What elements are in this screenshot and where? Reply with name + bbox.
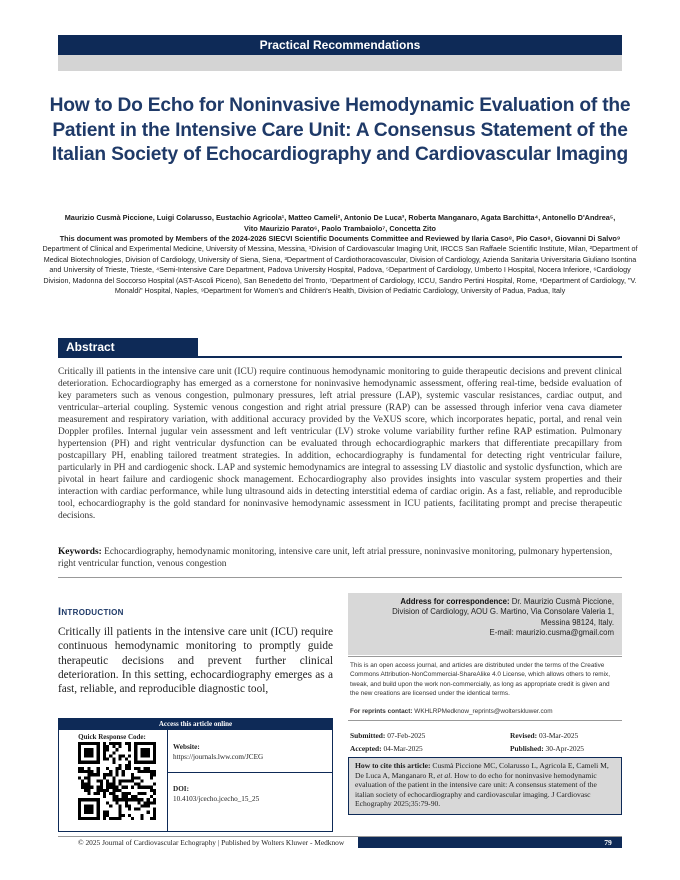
abstract-text: Critically ill patients in the intensive care unit (ICU) require continuous hemodynamic monitoring to guide therapeutic decisions and prevent clinical deterioration. Echocardiography has emerged as a cornerstone for noninvasive hemodynamic assessment, offering real-time, bedside evaluation of key parameters such as venous congestion, pulmonary pressures, left atrial pressure (LAP), systemic vascular resistances, cardiac output, and ventricular–arterial coupling. Systemic venous congestion and right atrial pressure (RAP) can be assessed through inferior vena cava diameter measurement and respiratory variation, with additional accuracy provided by the VeXUS score, which incorporates hepatic, portal, and renal vein Doppler profiles. Internal jugular vein assessment and left ventricular (LV) stroke volume variability further refine RAP estimation. Pulmonary hypertension (PH) and right ventricular dysfunction can be evaluated through echocardiographic markers that differentiate precapillary from postcapillary PH, enabling tailored treatment strategies. In addition, echocardiography is fundamental for detecting right ventricular failure, particularly in PH and cardiogenic shock. LAP and systemic hemodynamics are integral to assessing LV diastolic and systolic dysfunction, which are pivotal in heart failure and cardiogenic shock management. Echocardiography also provides insights into vascular system properties and their interaction with cardiac performance, while lung ultrasound aids in detecting interstitial edema of cardiac origin. As a fast, reliable, and reproducible tool, echocardiography is the gold standard for noninvasive hemodynamic assessment in ICU patients, facilitating prompt and precise therapeutic decisions. xyxy=(58,367,622,521)
citation-box xyxy=(348,757,622,815)
qr-code-image[interactable] xyxy=(78,742,156,820)
accepted-label: Accepted: xyxy=(350,744,382,753)
dates-block xyxy=(350,729,622,755)
citation-text-a: Cusmà Piccione MC, Colarusso L, Agricola E, Cameli M, De Luca A, Manganaro R, xyxy=(355,761,609,780)
abstract-rule xyxy=(58,356,622,358)
submitted-date: 07-Feb-2025 xyxy=(387,731,426,740)
reprints-line xyxy=(350,708,620,715)
accepted-date: 04-Mar-2025 xyxy=(383,744,423,753)
doi-block xyxy=(173,784,259,804)
introduction-heading: Introduction xyxy=(58,606,124,618)
access-divider-vertical xyxy=(167,730,168,832)
section-banner: Practical Recommendations xyxy=(58,35,622,55)
correspondence-email[interactable]: E-mail: maurizio.cusma@gmail.com xyxy=(489,628,614,638)
license-text: This is an open access journal, and articles are distributed under the terms of the Creative Commons Attribution-NonCommercial-ShareAlike 4.0 License, which allows others to remix, tweak, and build upon the work non-commercially, as long as appropriate credit is given and the new creations are licensed under the identical terms. xyxy=(350,662,610,698)
abstract-heading: Abstract xyxy=(58,338,198,357)
author-line-2: Vito Maurizio Parato⁶, Paolo Trambaiolo⁷, Concetta Zito xyxy=(244,223,436,233)
doi-label: DOI: xyxy=(173,785,189,793)
citation-text-b: How to do echo for noninvasive hemodynamic evaluation of the patient in the intensive care unit: A consensus statement of the italian society of echocardiography and cardiovascular imaging. J Cardiovasc Echography 2025;35:79-90. xyxy=(355,770,597,809)
page-number: 79 xyxy=(604,838,612,847)
correspondence-line-2: Division of Cardiology, AOU G. Martino, Via Consolare Valeria 1, xyxy=(392,607,614,617)
correspondence-label: Address for correspondence: xyxy=(400,597,510,606)
author-line-3: This document was promoted by Members of the 2024-2026 SIECVI Scientific Documents Committee and Reviewed by Ilaria Caso⁸, Pio Caso⁸, Giovanni Di Salvo⁹ xyxy=(59,234,621,243)
reprints-email[interactable]: WKHLRPMedknow_reprints@wolterskluwer.com xyxy=(414,708,553,715)
access-divider-horizontal xyxy=(167,772,333,773)
license-rule-bottom xyxy=(348,720,622,721)
introduction-text: Critically ill patients in the intensive care unit (ICU) require continuous hemodynamic monitoring to promptly guide therapeutic decisions and prevent further clinical deterioration. In this setting, echocardiography emerges as a fast, reliable, and reproducible diagnostic tool, xyxy=(58,626,333,696)
keywords xyxy=(58,546,622,570)
keywords-label: Keywords: xyxy=(58,547,102,557)
website-block xyxy=(173,742,263,762)
footer-copyright: © 2025 Journal of Cardiovascular Echography | Published by Wolters Kluwer - Medknow xyxy=(58,837,358,848)
submitted-label: Submitted: xyxy=(350,731,386,740)
affiliations: Department of Clinical and Experimental Medicine, University of Messina, Messina, ¹Division of Cardiovascular Imaging Unit, IRCCS San Raffaele Scientific Institute, Milan, ²Department of Medical Biotechnologies, Division of Cardiology, University of Siena, Siena, ³Department of Cardiothoracovascular, Division of Cardiology, Azienda Sanitaria Universitaria Giuliano Isontina and University of Trieste, Trieste, ⁴Semi-Intensive Care Department, Padova University Hospital, Padova, ⁵Department of Cardiology, Umberto I Hospital, Nocera Inferiore, ⁶Cardiology Division, Madonna del Soccorso Hospital (AST-Ascoli Piceno), San Benedetto del Tronto, ⁷Department of Cardiology, ICCU, Sandro Pertini Hospital, Rome, ⁸Department of Cardiology, "V. Monaldi" Hospital, Naples, ⁹Department for Women's and Children's Health, Division of Pediatric Cardiology, University of Padua, Padua, Italy xyxy=(42,244,638,296)
citation-label: How to cite this article: xyxy=(355,761,431,770)
website-link[interactable]: https://journals.lww.com/JCEG xyxy=(173,753,264,761)
correspondence-line-3: Messina 98124, Italy. xyxy=(540,617,614,627)
revised-date: 03-Mar-2025 xyxy=(538,731,579,740)
author-line-1: Maurizio Cusmà Piccione, Luigi Colarusso, Eustachio Agricola¹, Matteo Cameli², Antonio De Luca³, Roberta Manganaro, Agata Barchitta⁴, Antonello D'Andrea⁵, xyxy=(64,213,616,222)
keywords-rule xyxy=(58,577,622,578)
access-heading: Access this article online xyxy=(58,718,333,730)
keywords-text: Echocardiography, hemodynamic monitoring, intensive care unit, left atrial pressure, noninvasive monitoring, pulmonary hypertension, right ventricular function, venous congestion xyxy=(58,547,613,569)
citation-et-al: et al. xyxy=(437,770,453,780)
article-title: How to Do Echo for Noninvasive Hemodynamic Evaluation of the Patient in the Intensive Care Unit: A Consensus Statement of the Italian Society of Echocardiography and Cardiovascular Imaging xyxy=(49,95,631,165)
website-label: Website: xyxy=(173,743,200,751)
doi-link[interactable]: 10.4103/jcecho.jcecho_15_25 xyxy=(173,795,260,803)
published-date: 30-Apr-2025 xyxy=(545,744,584,753)
license-rule-top xyxy=(348,656,622,657)
published-label: Published: xyxy=(510,744,544,753)
correspondence-name: Dr. Maurizio Cusmà Piccione, xyxy=(511,597,614,606)
author-block xyxy=(40,213,640,245)
reprints-label: For reprints contact: xyxy=(350,708,413,715)
correspondence-box xyxy=(348,593,622,655)
revised-label: Revised: xyxy=(510,731,538,740)
banner-gray-strip xyxy=(58,55,622,71)
qr-label: Quick Response Code: xyxy=(78,733,146,741)
